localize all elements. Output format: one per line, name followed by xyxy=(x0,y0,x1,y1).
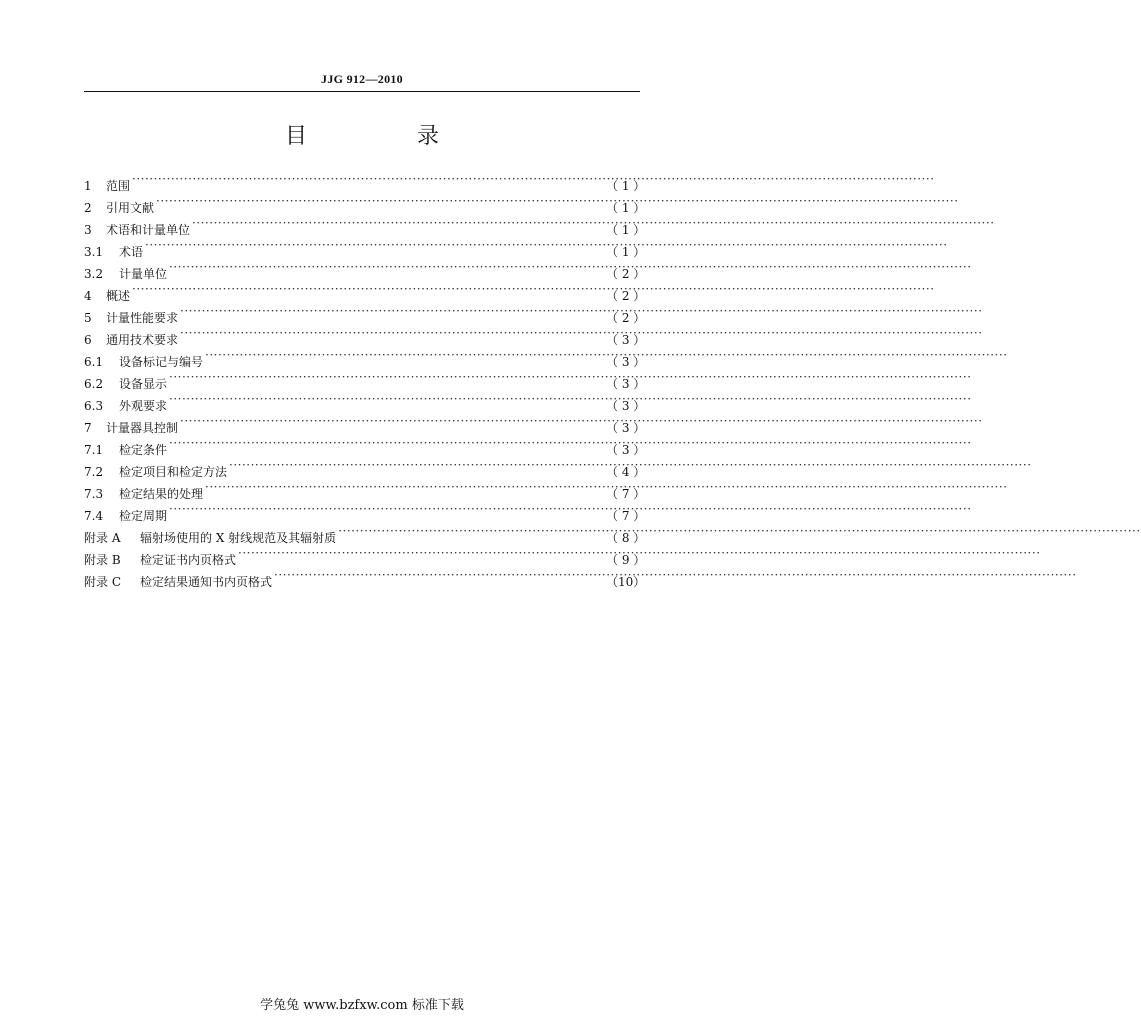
toc-entry-number: 7.2 xyxy=(84,465,104,479)
toc-entry[interactable] xyxy=(84,454,646,479)
toc-entry-number: 3.2 xyxy=(84,267,104,281)
toc-entry-label: 计量单位 xyxy=(119,267,168,281)
toc-entry-number: 6.3 xyxy=(84,399,104,413)
toc-entry-label: 设备显示 xyxy=(119,377,168,391)
toc-dot-leader xyxy=(169,366,604,388)
toc-dot-leader xyxy=(192,212,604,234)
toc-entry-number: 附录 A xyxy=(84,531,121,545)
toc-entry-number: 7.1 xyxy=(84,443,104,457)
standard-code: JJG 912—2010 xyxy=(321,72,403,86)
toc-entry[interactable] xyxy=(84,278,646,303)
toc-entry-label: 计量性能要求 xyxy=(106,311,179,325)
toc-dot-leader xyxy=(229,454,604,476)
toc-entry-number: 7 xyxy=(84,421,92,435)
toc-dot-leader xyxy=(238,542,604,564)
toc-entry-label: 辐射场使用的 X 射线规范及其辐射质 xyxy=(140,531,337,545)
toc-dot-leader xyxy=(132,168,604,190)
toc-entry-page: （ 1 ） xyxy=(606,201,646,215)
toc-entry-page: （ 1 ） xyxy=(606,245,646,259)
toc-entry-label: 范围 xyxy=(106,179,131,193)
toc-dot-leader xyxy=(180,410,604,432)
toc-entry[interactable] xyxy=(84,234,646,259)
toc-entry-page: （ 3 ） xyxy=(606,377,646,391)
toc-entry-page: （ 8 ） xyxy=(606,531,646,545)
toc-dot-leader xyxy=(180,322,604,344)
toc-dot-leader xyxy=(169,256,604,278)
toc-entry-number: 5 xyxy=(84,311,92,325)
toc-dot-leader xyxy=(338,520,604,542)
toc-entry-label: 检定结果通知书内页格式 xyxy=(140,575,273,589)
toc-dot-leader xyxy=(169,432,604,454)
toc-entry[interactable] xyxy=(84,212,646,237)
toc-entry-label: 外观要求 xyxy=(119,399,168,413)
toc-entry-number: 附录 C xyxy=(84,575,121,589)
page-title: 目 录 xyxy=(284,124,483,149)
toc-entry-label: 引用文献 xyxy=(106,201,155,215)
toc-entry-page: （ 4 ） xyxy=(606,465,646,479)
toc-dot-leader xyxy=(274,564,604,586)
toc-entry-number: 6.2 xyxy=(84,377,104,391)
toc-entry-number: 7.4 xyxy=(84,509,104,523)
toc-entry-page: （10） xyxy=(606,575,646,589)
toc-entry-number: 7.3 xyxy=(84,487,104,501)
toc-entry-label: 检定证书内页格式 xyxy=(140,553,237,567)
toc-dot-leader xyxy=(169,388,604,410)
toc-entry[interactable] xyxy=(84,388,646,413)
toc-entry-number: 3.1 xyxy=(84,245,104,259)
toc-dot-leader xyxy=(145,234,604,256)
toc-dot-leader xyxy=(156,190,604,212)
toc-entry[interactable] xyxy=(84,256,646,281)
toc-entry-page: （ 7 ） xyxy=(606,487,646,501)
toc-entry-page: （ 1 ） xyxy=(606,179,646,193)
toc-entry-number: 4 xyxy=(84,289,92,303)
toc-entry-page: （ 2 ） xyxy=(606,289,646,303)
toc-dot-leader xyxy=(132,278,604,300)
toc-entry-page: （ 3 ） xyxy=(606,443,646,457)
toc-entry-label: 检定条件 xyxy=(119,443,168,457)
toc-entry-label: 通用技术要求 xyxy=(106,333,179,347)
toc-entry-page: （ 3 ） xyxy=(606,333,646,347)
toc-dot-leader xyxy=(180,300,604,322)
toc-entry-label: 概述 xyxy=(106,289,131,303)
toc-entry-page: （ 3 ） xyxy=(606,355,646,369)
toc-entry[interactable] xyxy=(84,190,646,215)
toc-entry-number: 1 xyxy=(84,179,92,193)
toc-entry-number: 6.1 xyxy=(84,355,104,369)
toc-entry-label: 检定周期 xyxy=(119,509,168,523)
footer-watermark: 学兔兔 www.bzfxw.com 标准下载 xyxy=(260,998,464,1013)
toc-entry[interactable] xyxy=(84,410,646,435)
toc-dot-leader xyxy=(205,344,604,366)
toc-entry-label: 术语 xyxy=(119,245,144,259)
toc-entry-page: （ 9 ） xyxy=(606,553,646,567)
toc-entry[interactable] xyxy=(84,300,646,325)
toc-entry-number: 6 xyxy=(84,333,92,347)
toc-entry-page: （ 7 ） xyxy=(606,509,646,523)
toc-entry-page: （ 2 ） xyxy=(606,311,646,325)
toc-entry-number: 附录 B xyxy=(84,553,121,567)
toc-entry-number: 2 xyxy=(84,201,92,215)
toc-entry[interactable] xyxy=(84,520,646,545)
toc-entry[interactable] xyxy=(84,168,646,193)
toc-entry-label: 检定结果的处理 xyxy=(119,487,204,501)
toc-entry-page: （ 3 ） xyxy=(606,399,646,413)
toc-entry-page: （ 3 ） xyxy=(606,421,646,435)
toc-entry-label: 设备标记与编号 xyxy=(119,355,204,369)
toc-dot-leader xyxy=(169,498,604,520)
toc-entry-page: （ 1 ） xyxy=(606,223,646,237)
table-of-contents xyxy=(84,168,646,589)
toc-entry-label: 术语和计量单位 xyxy=(106,223,191,237)
toc-dot-leader xyxy=(205,476,604,498)
toc-entry-page: （ 2 ） xyxy=(606,267,646,281)
header-rule xyxy=(84,91,640,92)
toc-entry-label: 检定项目和检定方法 xyxy=(119,465,228,479)
toc-entry-number: 3 xyxy=(84,223,92,237)
toc-entry-label: 计量器具控制 xyxy=(106,421,179,435)
